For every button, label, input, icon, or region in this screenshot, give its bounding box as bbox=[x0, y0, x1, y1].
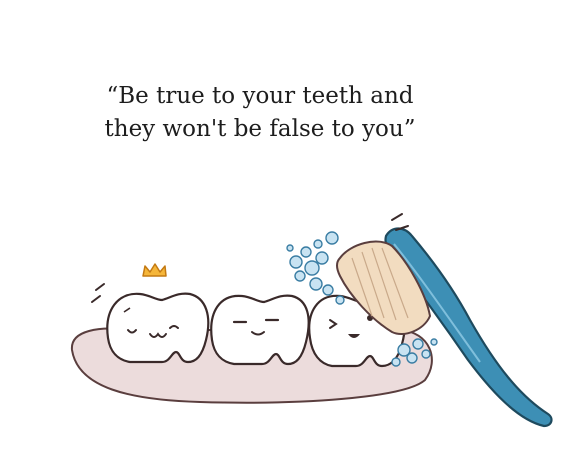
sleepy-tooth bbox=[211, 296, 308, 364]
sparkle-lines-icon bbox=[92, 284, 104, 302]
tooth-with-crown bbox=[107, 294, 208, 362]
crown-icon bbox=[143, 264, 166, 276]
quote-line-1: “Be true to your teeth and bbox=[106, 83, 414, 109]
quote-line-2: they won't be false to you” bbox=[104, 116, 416, 142]
